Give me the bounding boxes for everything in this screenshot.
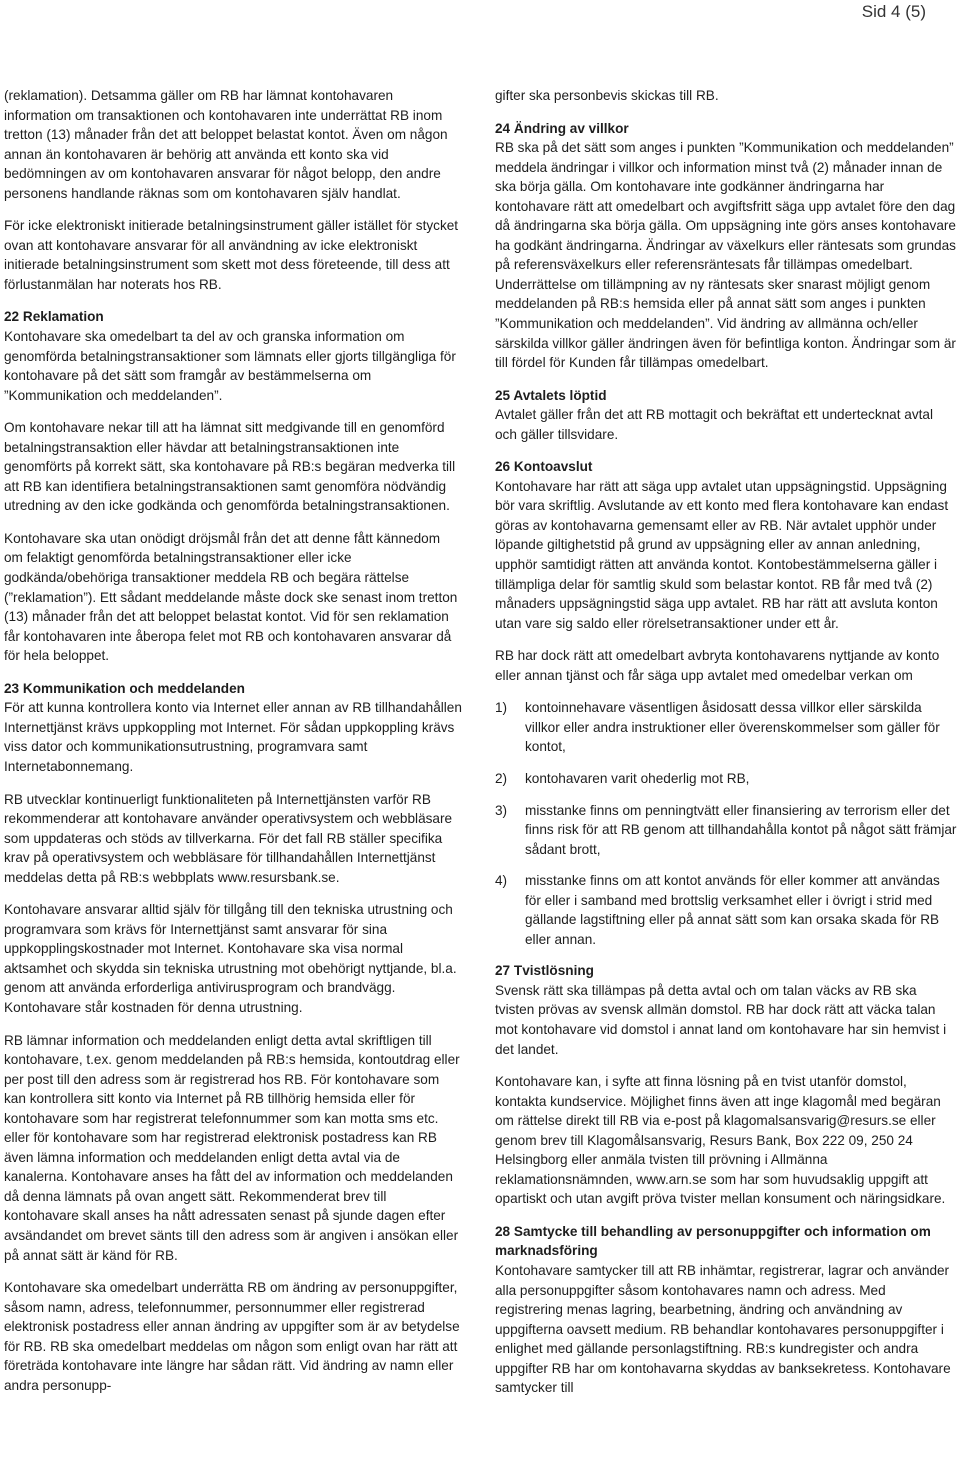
paragraph: RB ska på det sätt som anges i punkten ”Kommunikation och meddelanden” meddela ändringar i villkor och information minst två (2) månader innan de ska börja gälla. Om kontohavare inte godkänner ändringarna har kontohavare rätt att omedelbart och avgiftsfritt säga upp avtalet före den dag då ändringarna ska börja gälla. Om uppsägning inte görs anses kontohavare ha godkänt ändringarna. Ändringar av växelkurs eller räntesats som grundas på referensväxelkurs eller referensräntesats får tillämpas omedelbart. Underrättelse om tillämpning av ny räntesats sker snarast möjligt genom meddelanden på RB:s hemsida eller på annat sätt som anges i punkten ”Kommunikation och meddelanden”. Vid ändring av allmänna och/eller särskilda villkor gäller ändringen även för befintliga konton. Ändringar som är till fördel för Kunden får tillämpas omedelbart. bbox=[495, 140, 956, 371]
list-number: 1) bbox=[495, 700, 508, 716]
paragraph: gifter ska personbevis skickas till RB. bbox=[495, 88, 719, 103]
paragraph: För att kunna kontrollera konto via Internet eller annan av RB tillhandahållen Internettjänst krävs uppkoppling mot Internet. För sådan uppkoppling krävs viss dator och kommunikationsutrustning, programvara samt Internetabonnemang. bbox=[4, 700, 462, 774]
section-heading-24: 24 Ändring av villkor bbox=[495, 120, 629, 136]
list-number: 4) bbox=[495, 873, 508, 889]
list-text: kontoinnehavare väsentligen åsidosatt dessa villkor eller särskilda villkor eller andra instruktioner eller överenskommelser som gäller för kontot, bbox=[525, 700, 940, 755]
right-column bbox=[495, 86, 957, 1411]
paragraph: Avtalet gäller från det att RB mottagit och bekräftat ett undertecknat avtal och gäller tillsvidare. bbox=[495, 407, 934, 442]
section-heading-22: 22 Reklamation bbox=[4, 309, 104, 325]
paragraph: Kontohavare ansvarar alltid själv för tillgång till den tekniska utrustning och programvara som krävs för Internettjänst samt ansvarar för sina uppkopplingskostnader mot Internet. Kontohavare ska visa normal aktsamhet och skydda sin tekniska utrustning mot obehörigt nyttjande, bl.a. genom att använda erforderliga antivirusprogram och brandvägg. Kontohavare står kostnaden för denna utrustning. bbox=[4, 902, 457, 1015]
paragraph: Kontohavare ska omedelbart ta del av och granska information om genomförda betalningstransaktioner som lämnats eller gjorts tillgängliga för kontohavare på det sätt som framgår av bestämmelserna om ”Kommunikation och meddelanden”. bbox=[4, 329, 456, 403]
paragraph: RB lämnar information och meddelanden enligt detta avtal skriftligen till kontohavare, t.ex. genom meddelanden på RB:s hemsida, kontoutdrag eller per post till den adress som är registrerad hos RB. För kontohavare som kan kontrollera sitt konto via Internet på RB tillhörig hemsida eller för kontohavare som har registrerat telefonnummer som kan motta sms etc. eller för kontohavare som har registrerad elektronisk postadress kan RB även lämna information och meddelanden enligt detta avtal via de kanalerna. Kontohavare anses ha fått del av information och meddelanden då denna lämnats på ovan angett sätt. Rekommenderat brev till kontohavare skall anses ha nått adressaten senast på sjunde dagen efter avsändandet om brevet sänts till den adress som är angiven i ansökan eller på annat sätt är känd för RB. bbox=[4, 1032, 460, 1263]
paragraph: Kontohavare ska utan onödigt dröjsmål från det att denne fått kännedom om felaktigt genomförda betalningstransaktioner eller icke godkända/obehöriga transaktioner meddela RB och begära rättelse (”reklamation”). Ett sådant meddelande måste dock ske senast inom tretton (13) månader från det att beloppet belastat kontot. Vid för sen reklamation får kontohavaren inte åberopa felet mot RB och kontohavaren ansvarar då för hela beloppet. bbox=[4, 530, 458, 664]
section-heading-28: 28 Samtycke till behandling av personuppgifter och information om marknadsföring bbox=[495, 1223, 931, 1259]
paragraph: RB har dock rätt att omedelbart avbryta kontohavarens nyttjande av konto eller annan tjänst och får säga upp avtalet med omedelbar verkan om bbox=[495, 648, 940, 683]
list-item bbox=[495, 769, 957, 789]
paragraph: (reklamation). Detsamma gäller om RB har lämnat kontohavaren information om transaktionen och kontohavaren inte underrättat RB inom tretton (13) månader från det att beloppet belastat kontot. Även om någon annan än kontohavaren är behörig att använda ett konto ska vid bedömningen av om kontohavaren ansvarar för något belopp, den andre personens handlande räknas som om kontohavaren själv handlat. bbox=[4, 88, 448, 201]
list-item bbox=[495, 801, 957, 860]
list-number: 3) bbox=[495, 802, 508, 818]
list-number: 2) bbox=[495, 770, 508, 786]
section-heading-26: 26 Kontoavslut bbox=[495, 459, 593, 475]
left-column bbox=[4, 86, 462, 1408]
list-item bbox=[495, 871, 957, 949]
numbered-list bbox=[495, 698, 957, 949]
paragraph: Om kontohavare nekar till att ha lämnat sitt medgivande till en genomförd betalningstransaktion eller hävdar att betalningstransaktionen inte genomförts på korrekt sätt, ska kontohavare på RB:s begäran medverka till att RB kan identifiera betalningstransaktionen samt genomföra nödvändig utredning av den icke godkända och genomförda betalningstransaktionen. bbox=[4, 420, 456, 514]
page-number: Sid 4 (5) bbox=[861, 2, 926, 21]
section-heading-25: 25 Avtalets löptid bbox=[495, 387, 607, 403]
list-text: kontohavaren varit ohederlig mot RB, bbox=[525, 770, 750, 786]
section-heading-23: 23 Kommunikation och meddelanden bbox=[4, 680, 245, 696]
paragraph: För icke elektroniskt initierade betalningsinstrument gäller istället för stycket ovan att kontohavare ansvarar för all användning av icke elektroniskt initierade betalningsinstrument som skett mot dess företeende, till dess att förlustanmälan har noterats hos RB. bbox=[4, 218, 459, 292]
paragraph: Kontohavare ska omedelbart underrätta RB om ändring av personuppgifter, såsom namn, adress, telefonnummer, personnummer eller registrerad elektronisk postadress eller annan ändring av uppgifter som är av betydelse för RB. RB ska omedelbart meddelas om någon som enligt ovan har rätt att företräda kontohavare inte längre har sådan rätt. Vid ändring av namn eller andra personupp- bbox=[4, 1280, 460, 1393]
list-item bbox=[495, 698, 957, 757]
list-text: misstanke finns om att kontot används för eller kommer att användas för eller i samband med brottslig verksamhet eller i övrigt i strid med gällande lagstiftning eller på annat sätt som kan orsaka skada för RB eller annan. bbox=[525, 873, 940, 947]
section-heading-27: 27 Tvistlösning bbox=[495, 963, 594, 979]
list-text: misstanke finns om penningtvätt eller finansiering av terrorism eller det finns risk för att RB genom att tillhandahålla kontot på något sätt främjar sådant brott, bbox=[525, 802, 957, 857]
paragraph: Kontohavare har rätt att säga upp avtalet utan uppsägningstid. Uppsägning bör vara skriftlig. Avslutande av ett konto med flera kontohavare kan endast göras av kontohavarna gemensamt eller av RB. När avtalet upphör under löpande giltighetstid på grund av uppsägning eller av annan anledning, upphör samtidigt rätten att använda kontot. Kontobestämmelserna gäller i tillämpliga delar för samtlig skuld som belastar kontot. RB får med två (2) månaders uppsägningstid säga upp avtalet. RB har rätt att avsluta konton utan vare sig saldo eller rörelsetransaktioner under ett år. bbox=[495, 478, 949, 631]
paragraph: Kontohavare kan, i syfte att finna lösning på en tvist utanför domstol, kontakta kundservice. Möjlighet finns även att inge klagomål med begäran om rättelse direkt till RB via e-post på klagomalsansvarig@resurs.se eller genom brev till Klagomålsansvarig, Resurs Bank, Box 222 09, 250 24 Helsingborg eller anmäla tvisten till prövning i Allmänna reklamationsnämnden, www.arn.se som har som huvudsaklig uppgift att opartiskt och utan avgift pröva tvister mellan konsument och näringsidkare. bbox=[495, 1074, 946, 1207]
paragraph: RB utvecklar kontinuerligt funktionaliteten på Internettjänsten varför RB rekommenderar att kontohavare använder operativsystem och webbläsare som uppdateras och stöds av tillverkarna. För det fall RB ställer specifika krav på operativsystem och webbläsare för tillhandahållen Internettjänst meddelas detta på RB:s webbplats www.resursbank.se. bbox=[4, 791, 453, 885]
paragraph: Svensk rätt ska tillämpas på detta avtal och om talan väcks av RB ska tvisten prövas av svensk allmän domstol. RB har dock rätt att väcka talan mot kontohavare vid domstol i annat land om kontohavare har sin hemvist i det landet. bbox=[495, 982, 947, 1057]
paragraph: Kontohavare samtycker till att RB inhämtar, registrerar, lagrar och använder alla personuppgifter såsom kontohavares namn och adress. Med registrering menas lagring, bearbetning, ändring och användning av uppgifterna oavsett medium. RB behandlar kontohavares personuppgifter i enlighet med gällande personlagstiftning. RB:s kundregister och andra uppgifter RB har om kontohavarna skyddas av banksekretess. Kontohavare samtycker till bbox=[495, 1262, 951, 1396]
